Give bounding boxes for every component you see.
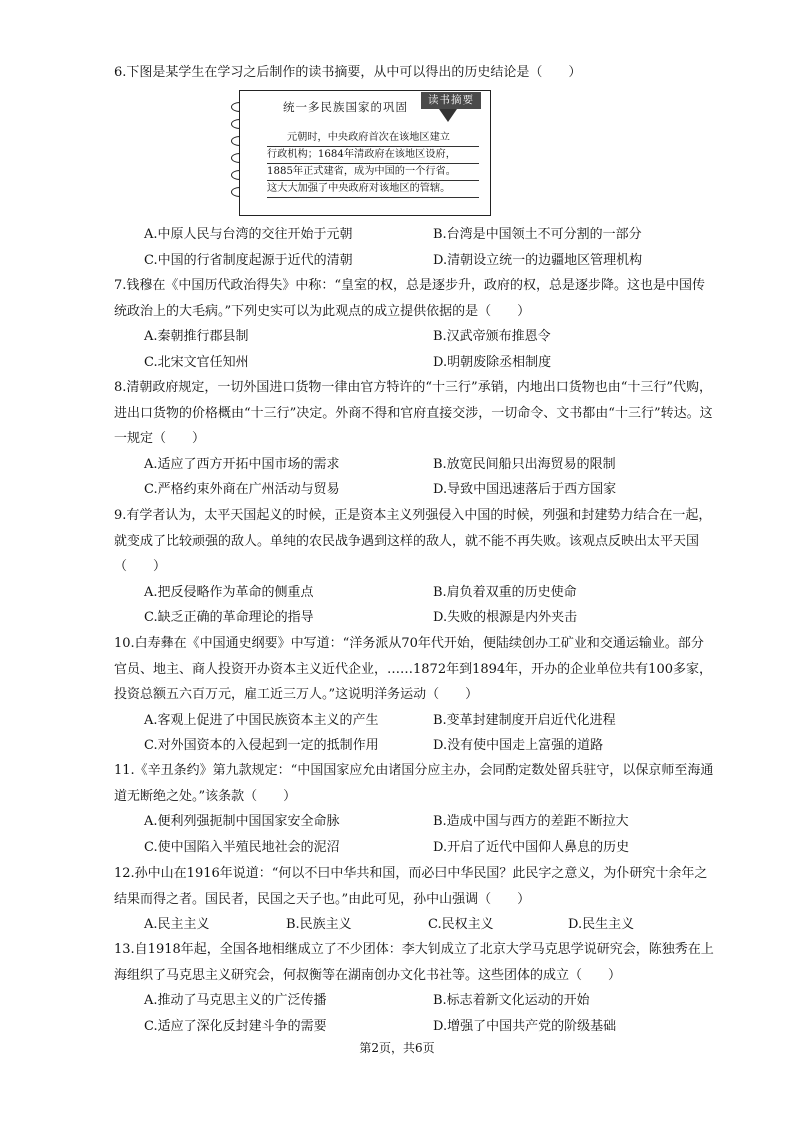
option-d: D.导致中国迅速落后于西方国家	[433, 482, 617, 497]
option-c: C.中国的行省制度起源于近代的清朝	[144, 252, 353, 268]
option-c: C.使中国陷入半殖民地社会的泥沼	[144, 839, 340, 855]
question-stem: 12.孙中山在1916年说道：“何以不曰中华共和国，而必曰中华民国？此民字之意义，为仆研究十余年之结果而得之者。国民者，民国之天子也。”由此可见，孙中山强调（ ）	[114, 866, 708, 907]
option-c: C.对外国资本的入侵起到一定的抵制作用	[144, 738, 379, 753]
figure-text	[267, 130, 479, 198]
question-7	[114, 273, 714, 375]
option-c: C.缺乏正确的革命理论的指导	[144, 610, 314, 625]
question-stem: 6.下图是某学生在学习之后制作的读书摘要，从中可以得出的历史结论是（ ）	[114, 65, 582, 80]
option-a: A.便利列强扼制中国国家安全命脉	[144, 814, 340, 829]
question-stem: 11.《辛丑条约》第九款规定：“中国国家应允由诸国分应主办，会同酌定数处留兵驻守，以保京师至海通道无断绝之处。”该条款（ ）	[114, 763, 714, 804]
question-stem: 13.自1918年起，全国各地相继成立了不少团体：李大钊成立了北京大学马克思学说研究会，陈独秀在上海组织了马克思主义研究会，何叔衡等在湖南创办文化书社等。这些团体的成立（ ）	[114, 942, 714, 983]
option-d: D.开启了近代中国仰人鼻息的历史	[433, 839, 630, 855]
option-d: D.失败的根源是内外夹击	[433, 610, 578, 625]
option-a: A.中原人民与台湾的交往开始于元朝	[144, 227, 353, 242]
option-a: A.秦朝推行郡县制	[144, 329, 249, 344]
question-11	[114, 758, 714, 860]
figure-line: 1885年正式建省，成为中国的一个行省。	[267, 164, 479, 181]
option-d: D.清朝设立统一的边疆地区管理机构	[433, 252, 643, 268]
option-b: B.肩负着双重的历史使命	[433, 584, 577, 600]
arrow-down-icon	[439, 109, 457, 122]
page-number: 第2页，共6页	[359, 1041, 435, 1055]
option-d: D.增强了中国共产党的阶级基础	[433, 1018, 617, 1034]
option-b: B.台湾是中国领土不可分割的一部分	[433, 227, 642, 242]
figure-line: 行政机构；1684年清政府在该地区设府，	[267, 147, 479, 164]
question-stem: 9.有学者认为，太平天国起义的时候，正是资本主义列强侵入中国的时候，列强和封建势力结合在一起，就变成了比较顽强的敌人。单纯的农民战争遇到这样的敌人，就不能不再失败。该观点反映出太平天国（ ）	[114, 508, 712, 574]
question-stem: 7.钱穆在《中国历代政治得失》中称：“皇室的权，总是逐步升，政府的权，总是逐步降。这也是中国传统政治上的大毛病。”下列史实可以为此观点的成立提供依据的是（ ）	[114, 278, 706, 319]
option-d: D.明朝废除丞相制度	[433, 354, 552, 370]
question-6-options	[114, 222, 714, 273]
reading-notes-figure	[231, 90, 491, 216]
figure-line: 这大大加强了中央政府对该地区的管辖。	[267, 181, 479, 198]
question-stem: 10.白寿彝在《中国通史纲要》中写道：“洋务派从70年代开始，便陆续创办工矿业和交通运输业。部分官员、地主、商人投资开办资本主义近代企业，……1872年到1894年，开办的企业单位共有100多家，投资总额五六百万元，雇工近三万人。”这说明洋务运动（ ）	[114, 636, 712, 702]
figure-tag: 读书摘要	[421, 92, 481, 109]
question-stem: 8.清朝政府规定，一切外国进口货物一律由官方特许的“十三行”承销，内地出口货物也由“十三行”代购，进出口货物的价格概由“十三行”决定。外商不得和官府直接交涉，一切命令、文书都由“十三行”转达。这一规定（ ）	[114, 380, 713, 446]
question-10	[114, 631, 714, 759]
option-a: A.客观上促进了中国民族资本主义的产生	[144, 712, 379, 728]
option-b: B.标志着新文化运动的开始	[433, 993, 590, 1008]
option-c: C.民权主义	[428, 917, 494, 932]
option-c: C.严格约束外商在广州活动与贸易	[144, 482, 340, 497]
option-b: B.汉武帝颁布推恩令	[433, 329, 551, 344]
option-a: A.把反侵略作为革命的侧重点	[144, 584, 314, 600]
question-8	[114, 375, 714, 503]
option-b: B.放宽民间船只出海贸易的限制	[433, 456, 616, 472]
question-12	[114, 861, 714, 938]
figure-line: 元朝时，中央政府首次在该地区建立	[267, 130, 479, 147]
option-b: B.民族主义	[286, 917, 352, 932]
question-13	[114, 937, 714, 1039]
option-d: D.民生主义	[568, 917, 635, 932]
question-6	[114, 60, 714, 86]
option-c: C.适应了深化反封建斗争的需要	[144, 1018, 327, 1034]
option-a: A.适应了西方开拓中国市场的需求	[144, 456, 340, 472]
figure-title: 统一多民族国家的巩固	[283, 100, 408, 114]
option-b: B.变革封建制度开启近代化进程	[433, 712, 616, 728]
option-c: C.北宋文官任知州	[144, 354, 249, 370]
option-b: B.造成中国与西方的差距不断拉大	[433, 814, 629, 829]
option-a: A.推动了马克思主义的广泛传播	[144, 993, 327, 1008]
option-a: A.民主主义	[144, 917, 210, 932]
question-9	[114, 503, 714, 631]
option-d: D.没有使中国走上富强的道路	[433, 738, 604, 753]
